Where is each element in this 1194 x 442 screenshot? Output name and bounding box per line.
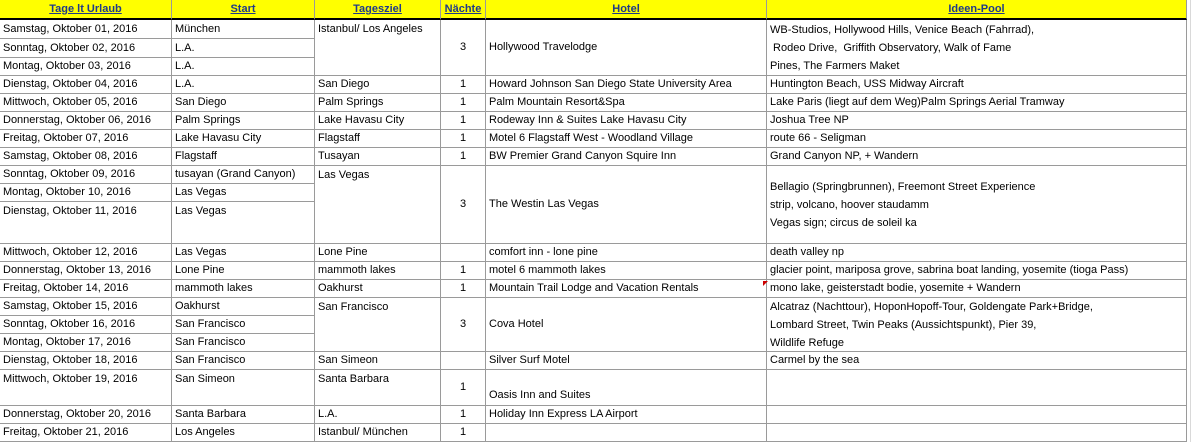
nights-cell[interactable]: 3 xyxy=(441,20,486,76)
start-cell[interactable]: tusayan (Grand Canyon) xyxy=(172,166,315,184)
hotel-cell[interactable]: The Westin Las Vegas xyxy=(486,166,767,244)
ideas-cell[interactable] xyxy=(767,370,1187,406)
hotel-cell[interactable]: Holiday Inn Express LA Airport xyxy=(486,406,767,424)
nights-cell[interactable]: 1 xyxy=(441,280,486,298)
date-cell[interactable]: Mittwoch, Oktober 05, 2016 xyxy=(0,94,172,112)
start-cell[interactable]: Las Vegas xyxy=(172,202,315,244)
goal-cell[interactable]: Flagstaff xyxy=(315,130,441,148)
goal-cell[interactable]: L.A. xyxy=(315,406,441,424)
date-cell[interactable]: Sonntag, Oktober 02, 2016 xyxy=(0,39,172,58)
start-cell[interactable]: mammoth lakes xyxy=(172,280,315,298)
hotel-cell[interactable]: Silver Surf Motel xyxy=(486,352,767,370)
ideas-line: strip, volcano, hoover staudamm xyxy=(770,198,929,211)
goal-cell[interactable]: San Simeon xyxy=(315,352,441,370)
ideas-line: Lombard Street, Twin Peaks (Aussichtspunkt), Pier 39, xyxy=(770,318,1037,331)
date-cell[interactable]: Samstag, Oktober 08, 2016 xyxy=(0,148,172,166)
nights-cell[interactable]: 1 xyxy=(441,370,486,406)
ideas-cell[interactable]: glacier point, mariposa grove, sabrina boat landing, yosemite (tioga Pass) xyxy=(767,262,1187,280)
date-cell[interactable]: Dienstag, Oktober 18, 2016 xyxy=(0,352,172,370)
start-cell[interactable]: Flagstaff xyxy=(172,148,315,166)
ideas-line: Wildlife Refuge xyxy=(770,336,844,349)
start-cell[interactable]: Las Vegas xyxy=(172,184,315,202)
goal-cell[interactable]: Palm Springs xyxy=(315,94,441,112)
date-cell[interactable]: Sonntag, Oktober 16, 2016 xyxy=(0,316,172,334)
ideas-line: Alcatraz (Nachttour), HoponHopoff-Tour, Goldengate Park+Bridge, xyxy=(770,300,1093,313)
date-cell[interactable]: Donnerstag, Oktober 13, 2016 xyxy=(0,262,172,280)
date-cell[interactable]: Montag, Oktober 17, 2016 xyxy=(0,334,172,352)
goal-cell[interactable]: Lake Havasu City xyxy=(315,112,441,130)
date-cell[interactable]: Montag, Oktober 03, 2016 xyxy=(0,58,172,76)
ideas-cell[interactable] xyxy=(767,424,1187,442)
goal-cell[interactable]: San Francisco xyxy=(315,298,441,352)
date-cell[interactable]: Freitag, Oktober 21, 2016 xyxy=(0,424,172,442)
start-cell[interactable]: München xyxy=(172,20,315,39)
hotel-cell[interactable]: Oasis Inn and Suites xyxy=(486,370,767,406)
start-cell[interactable]: L.A. xyxy=(172,58,315,76)
ideas-cell[interactable]: Huntington Beach, USS Midway Aircraft xyxy=(767,76,1187,94)
header-date[interactable]: Tage lt Urlaub xyxy=(0,0,172,20)
hotel-cell[interactable]: Howard Johnson San Diego State University Area xyxy=(486,76,767,94)
start-cell[interactable]: Los Angeles xyxy=(172,424,315,442)
ideas-line: WB-Studios, Hollywood Hills, Venice Beach (Fahrrad), xyxy=(770,23,1035,36)
nights-cell[interactable]: 1 xyxy=(441,406,486,424)
date-cell[interactable]: Donnerstag, Oktober 06, 2016 xyxy=(0,112,172,130)
goal-cell[interactable]: Istanbul/ Los Angeles xyxy=(315,20,441,76)
ideas-line: Vegas sign; circus de soleil ka xyxy=(770,216,917,229)
start-cell[interactable]: Santa Barbara xyxy=(172,406,315,424)
grid-line xyxy=(1190,0,1191,442)
date-cell[interactable]: Samstag, Oktober 01, 2016 xyxy=(0,20,172,39)
start-cell[interactable]: L.A. xyxy=(172,76,315,94)
ideas-cell[interactable] xyxy=(767,406,1187,424)
date-cell[interactable]: Donnerstag, Oktober 20, 2016 xyxy=(0,406,172,424)
hotel-cell[interactable] xyxy=(486,424,767,442)
date-cell[interactable]: Freitag, Oktober 14, 2016 xyxy=(0,280,172,298)
date-cell[interactable]: Sonntag, Oktober 09, 2016 xyxy=(0,166,172,184)
header-hotel[interactable]: Hotel xyxy=(486,0,767,20)
start-cell[interactable]: Las Vegas xyxy=(172,244,315,262)
hotel-cell[interactable]: Rodeway Inn & Suites Lake Havasu City xyxy=(486,112,767,130)
nights-cell[interactable]: 1 xyxy=(441,148,486,166)
ideas-cell[interactable] xyxy=(767,20,1187,76)
nights-cell[interactable]: 1 xyxy=(441,112,486,130)
hotel-cell[interactable]: Motel 6 Flagstaff West - Woodland Village xyxy=(486,130,767,148)
ideas-cell[interactable]: Joshua Tree NP xyxy=(767,112,1187,130)
goal-cell[interactable]: Oakhurst xyxy=(315,280,441,298)
date-cell[interactable]: Freitag, Oktober 07, 2016 xyxy=(0,130,172,148)
goal-cell[interactable]: Tusayan xyxy=(315,148,441,166)
nights-cell[interactable]: 1 xyxy=(441,76,486,94)
ideas-cell[interactable]: route 66 - Seligman xyxy=(767,130,1187,148)
ideas-cell[interactable]: death valley np xyxy=(767,244,1187,262)
hotel-cell[interactable]: BW Premier Grand Canyon Squire Inn xyxy=(486,148,767,166)
start-cell[interactable]: Palm Springs xyxy=(172,112,315,130)
nights-cell[interactable]: 3 xyxy=(441,298,486,352)
start-cell[interactable]: San Francisco xyxy=(172,316,315,334)
hotel-cell[interactable]: comfort inn - lone pine xyxy=(486,244,767,262)
nights-cell[interactable]: 1 xyxy=(441,262,486,280)
ideas-cell[interactable]: mono lake, geisterstadt bodie, yosemite + Wandern xyxy=(767,280,1187,298)
ideas-line: Rodeo Drive, Griffith Observatory, Walk of Fame xyxy=(770,41,1012,54)
start-cell[interactable]: San Simeon xyxy=(172,370,315,406)
nights-cell[interactable]: 1 xyxy=(441,424,486,442)
start-cell[interactable]: Lone Pine xyxy=(172,262,315,280)
goal-cell[interactable]: Istanbul/ München xyxy=(315,424,441,442)
ideas-cell[interactable]: Grand Canyon NP, + Wandern xyxy=(767,148,1187,166)
nights-cell[interactable]: 3 xyxy=(441,166,486,244)
goal-cell[interactable]: Lone Pine xyxy=(315,244,441,262)
ideas-line: Pines, The Farmers Maket xyxy=(770,59,900,72)
hotel-cell[interactable]: motel 6 mammoth lakes xyxy=(486,262,767,280)
date-cell[interactable]: Mittwoch, Oktober 12, 2016 xyxy=(0,244,172,262)
header-ideas[interactable]: Ideen-Pool xyxy=(767,0,1187,20)
date-cell[interactable]: Mittwoch, Oktober 19, 2016 xyxy=(0,370,172,406)
goal-cell[interactable]: Santa Barbara xyxy=(315,370,441,406)
header-goal[interactable]: Tagesziel xyxy=(315,0,441,20)
header-start[interactable]: Start xyxy=(172,0,315,20)
header-nights[interactable]: Nächte xyxy=(441,0,486,20)
date-cell[interactable]: Dienstag, Oktober 04, 2016 xyxy=(0,76,172,94)
hotel-cell[interactable]: Hollywood Travelodge xyxy=(486,20,767,76)
hotel-cell[interactable]: Mountain Trail Lodge and Vacation Rentals xyxy=(486,280,767,298)
ideas-cell[interactable]: Lake Paris (liegt auf dem Weg)Palm Springs Aerial Tramway xyxy=(767,94,1187,112)
nights-cell[interactable]: 1 xyxy=(441,130,486,148)
start-cell[interactable]: L.A. xyxy=(172,39,315,58)
nights-cell[interactable] xyxy=(441,244,486,262)
start-cell[interactable]: Lake Havasu City xyxy=(172,130,315,148)
start-cell[interactable]: San Francisco xyxy=(172,352,315,370)
ideas-cell[interactable] xyxy=(767,298,1187,352)
goal-cell[interactable]: Las Vegas xyxy=(315,166,441,244)
date-cell[interactable]: Dienstag, Oktober 11, 2016 xyxy=(0,202,172,244)
ideas-cell[interactable] xyxy=(767,166,1187,244)
date-cell[interactable]: Samstag, Oktober 15, 2016 xyxy=(0,298,172,316)
goal-cell[interactable]: mammoth lakes xyxy=(315,262,441,280)
ideas-line: Bellagio (Springbrunnen), Freemont Street Experience xyxy=(770,180,1036,193)
nights-cell[interactable]: 1 xyxy=(441,94,486,112)
hotel-cell[interactable]: Palm Mountain Resort&Spa xyxy=(486,94,767,112)
ideas-cell[interactable]: Carmel by the sea xyxy=(767,352,1187,370)
goal-cell[interactable]: San Diego xyxy=(315,76,441,94)
start-cell[interactable]: San Diego xyxy=(172,94,315,112)
date-cell[interactable]: Montag, Oktober 10, 2016 xyxy=(0,184,172,202)
nights-cell[interactable] xyxy=(441,352,486,370)
hotel-cell[interactable]: Cova Hotel xyxy=(486,298,767,352)
start-cell[interactable]: San Francisco xyxy=(172,334,315,352)
start-cell[interactable]: Oakhurst xyxy=(172,298,315,316)
